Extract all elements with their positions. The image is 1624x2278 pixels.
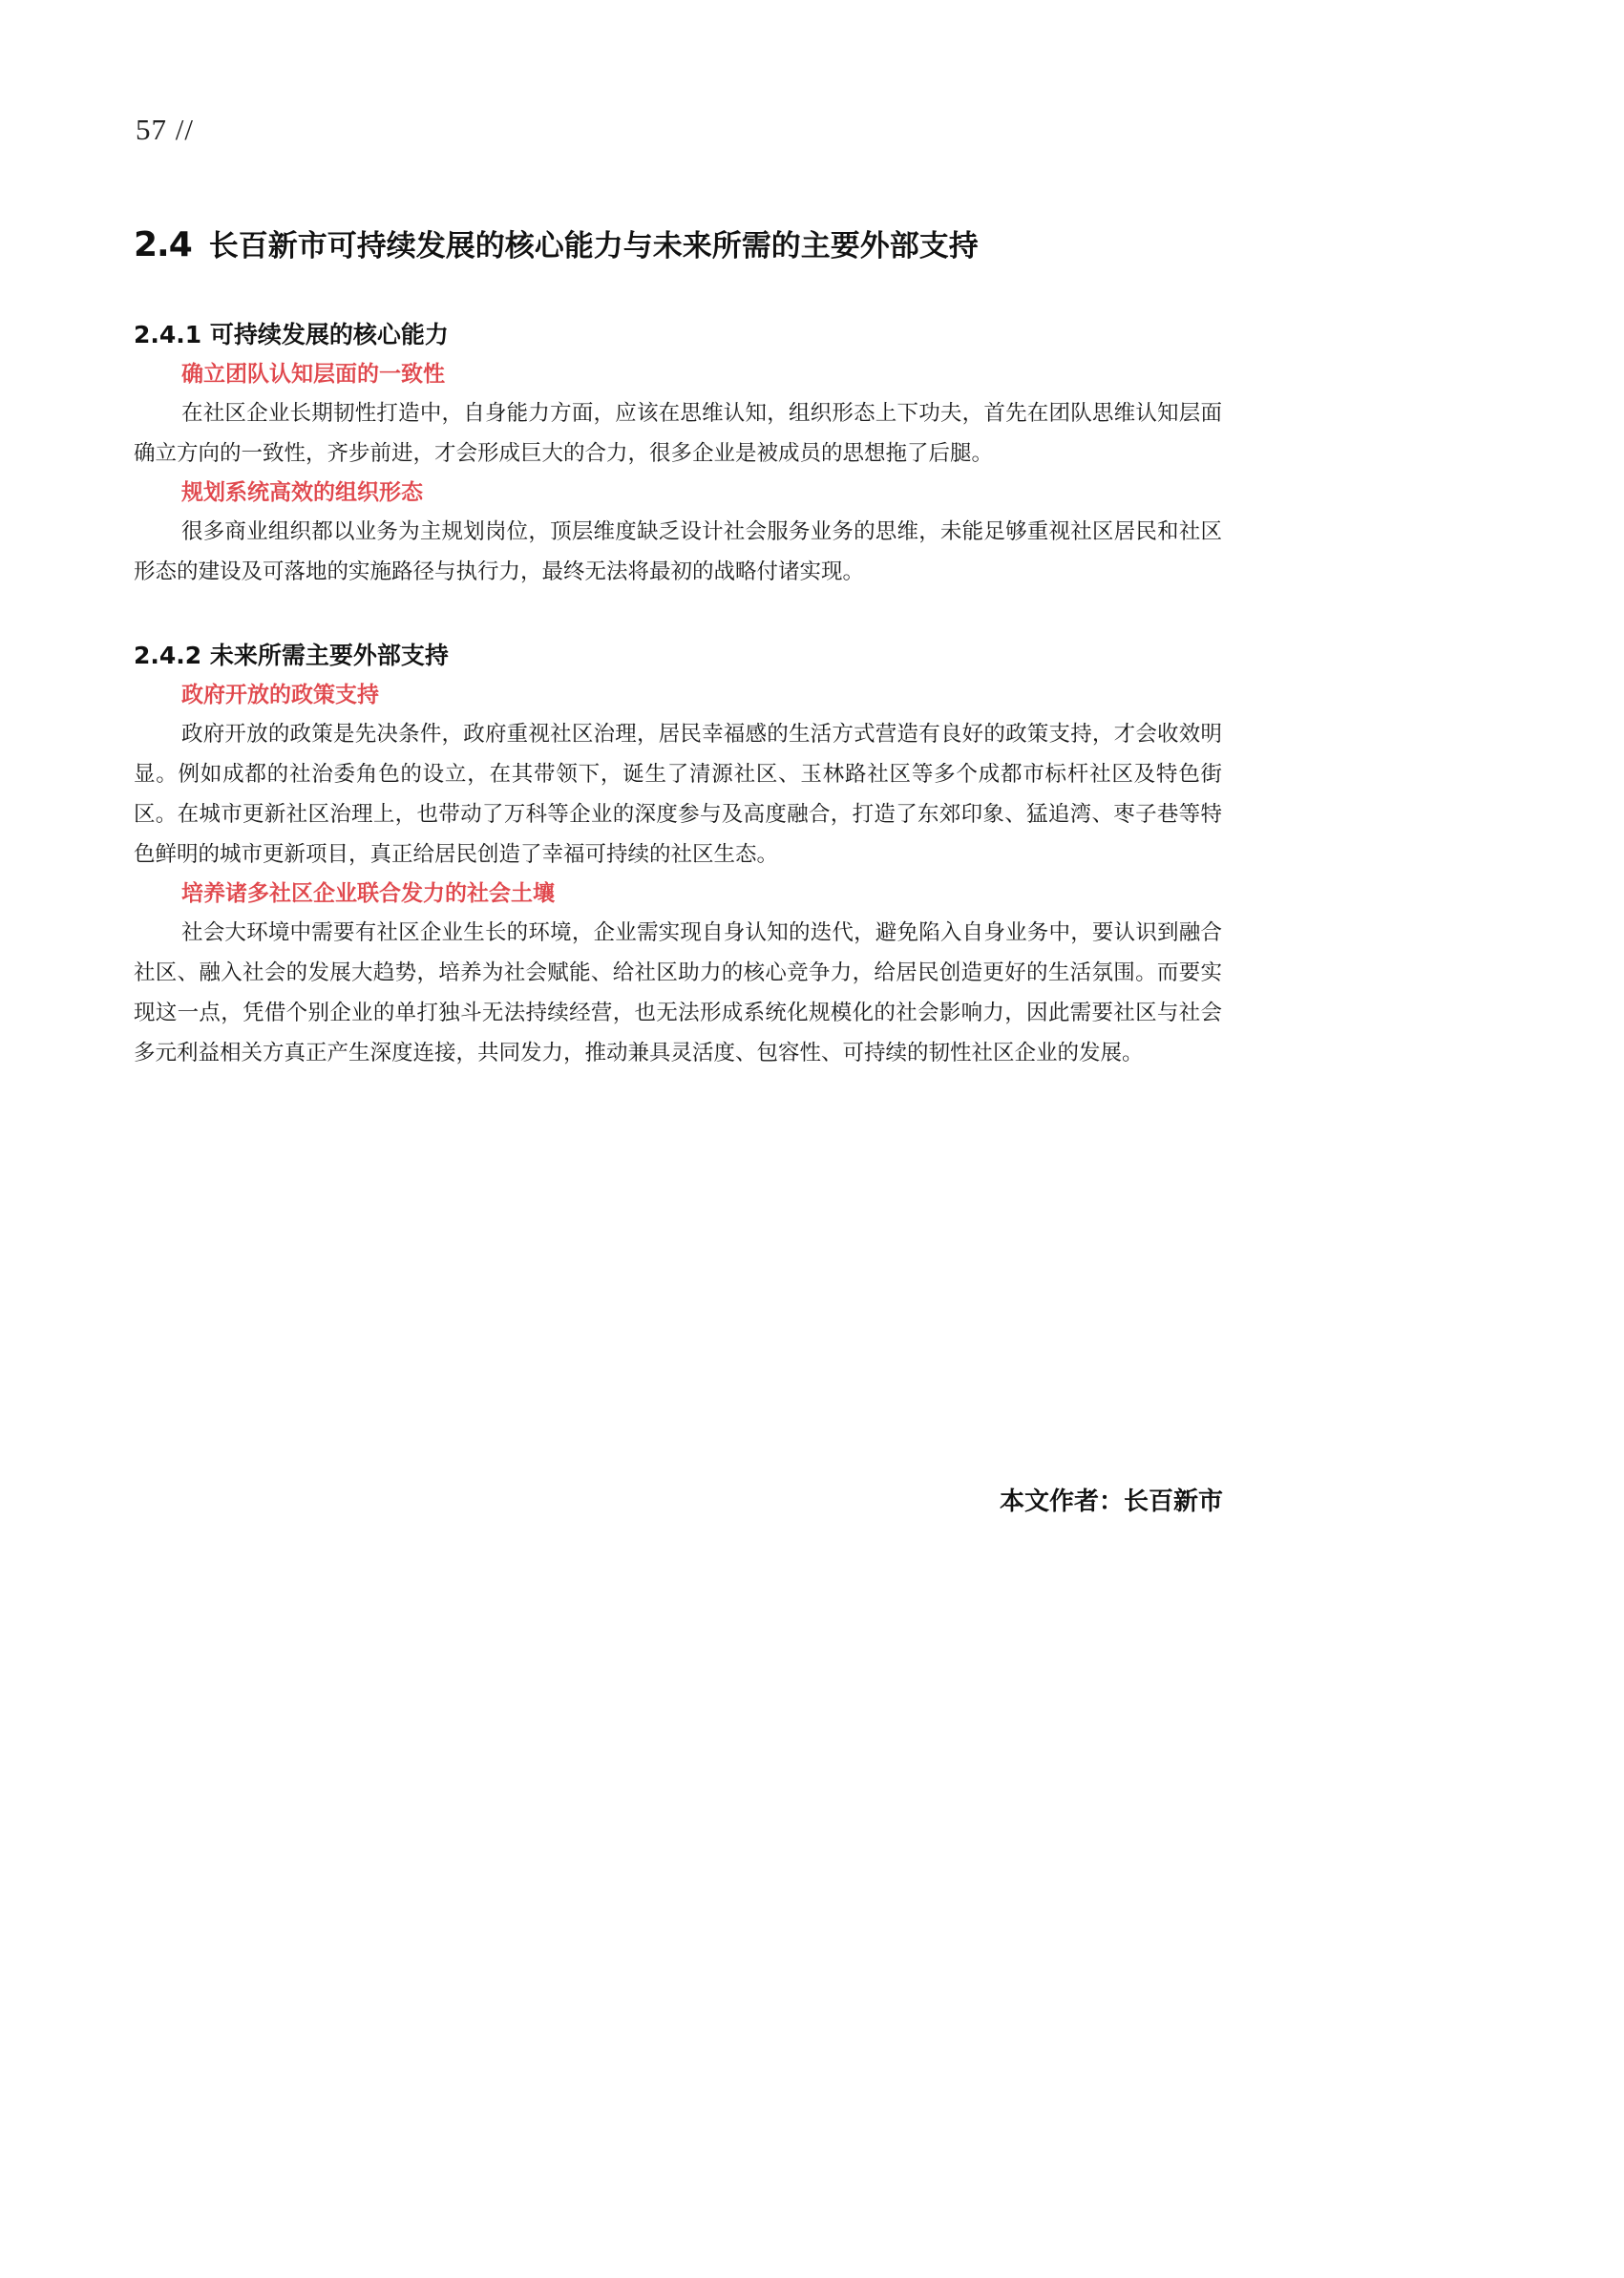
paragraph: 社会大环境中需要有社区企业生长的环境，企业需实现自身认知的迭代，避免陷入自身业务中，要认识到融合社区、融入社会的发展大趋势，培养为社会赋能、给社区助力的核心竞争力，给居民创造更好的生活氛围。而要实现这一点，凭借个别企业的单打独斗无法持续经营，也无法形成系统化规模化的社会影响力，因此需要社区与社会多元利益相关方真正产生深度连接，共同发力，推动兼具灵活度、包容性、可持续的韧性社区企业的发展。 [134, 920, 1222, 1065]
section-title: 长百新市可持续发展的核心能力与未来所需的主要外部支持 [208, 229, 979, 264]
section-heading [134, 221, 979, 264]
subsection-2-4-1 [134, 315, 1222, 592]
paragraph: 政府开放的政策是先决条件，政府重视社区治理，居民幸福感的生活方式营造有良好的政策支持，才会收效明显。例如成都的社治委角色的设立，在其带领下，诞生了清源社区、玉林路社区等多个成都市标杆社区及特色街区。在城市更新社区治理上，也带动了万科等企业的深度参与及高度融合，打造了东郊印象、猛追湾、枣子巷等特色鲜明的城市更新项目，真正给居民创造了幸福可持续的社区生态。 [134, 722, 1222, 867]
subsection-heading [134, 315, 1222, 355]
section-number: 2.4 [134, 225, 192, 264]
author-credit: 本文作者：长百新市 [999, 1487, 1223, 1516]
subsection-title: 未来所需主要外部支持 [209, 642, 449, 669]
topic-title: 政府开放的政策支持 [181, 683, 379, 707]
paragraph: 在社区企业长期韧性打造中，自身能力方面，应该在思维认知，组织形态上下功夫，首先在团队思维认知层面确立方向的一致性，齐步前进，才会形成巨大的合力，很多企业是被成员的思想拖了后腿。 [134, 401, 1222, 466]
subsection-number: 2.4.2 [134, 642, 202, 669]
topic-title: 确立团队认知层面的一致性 [181, 362, 445, 387]
subsection-number: 2.4.1 [134, 321, 202, 348]
page-number: 57 // [136, 113, 194, 146]
subsection-heading [134, 636, 1222, 676]
topic-title: 培养诸多社区企业联合发力的社会土壤 [181, 881, 555, 906]
topic-title: 规划系统高效的组织形态 [181, 480, 423, 505]
subsection-title: 可持续发展的核心能力 [209, 321, 449, 348]
subsection-2-4-2 [134, 636, 1222, 1073]
paragraph: 很多商业组织都以业务为主规划岗位，顶层维度缺乏设计社会服务业务的思维，未能足够重视社区居民和社区形态的建设及可落地的实施路径与执行力，最终无法将最初的战略付诸实现。 [134, 519, 1222, 584]
